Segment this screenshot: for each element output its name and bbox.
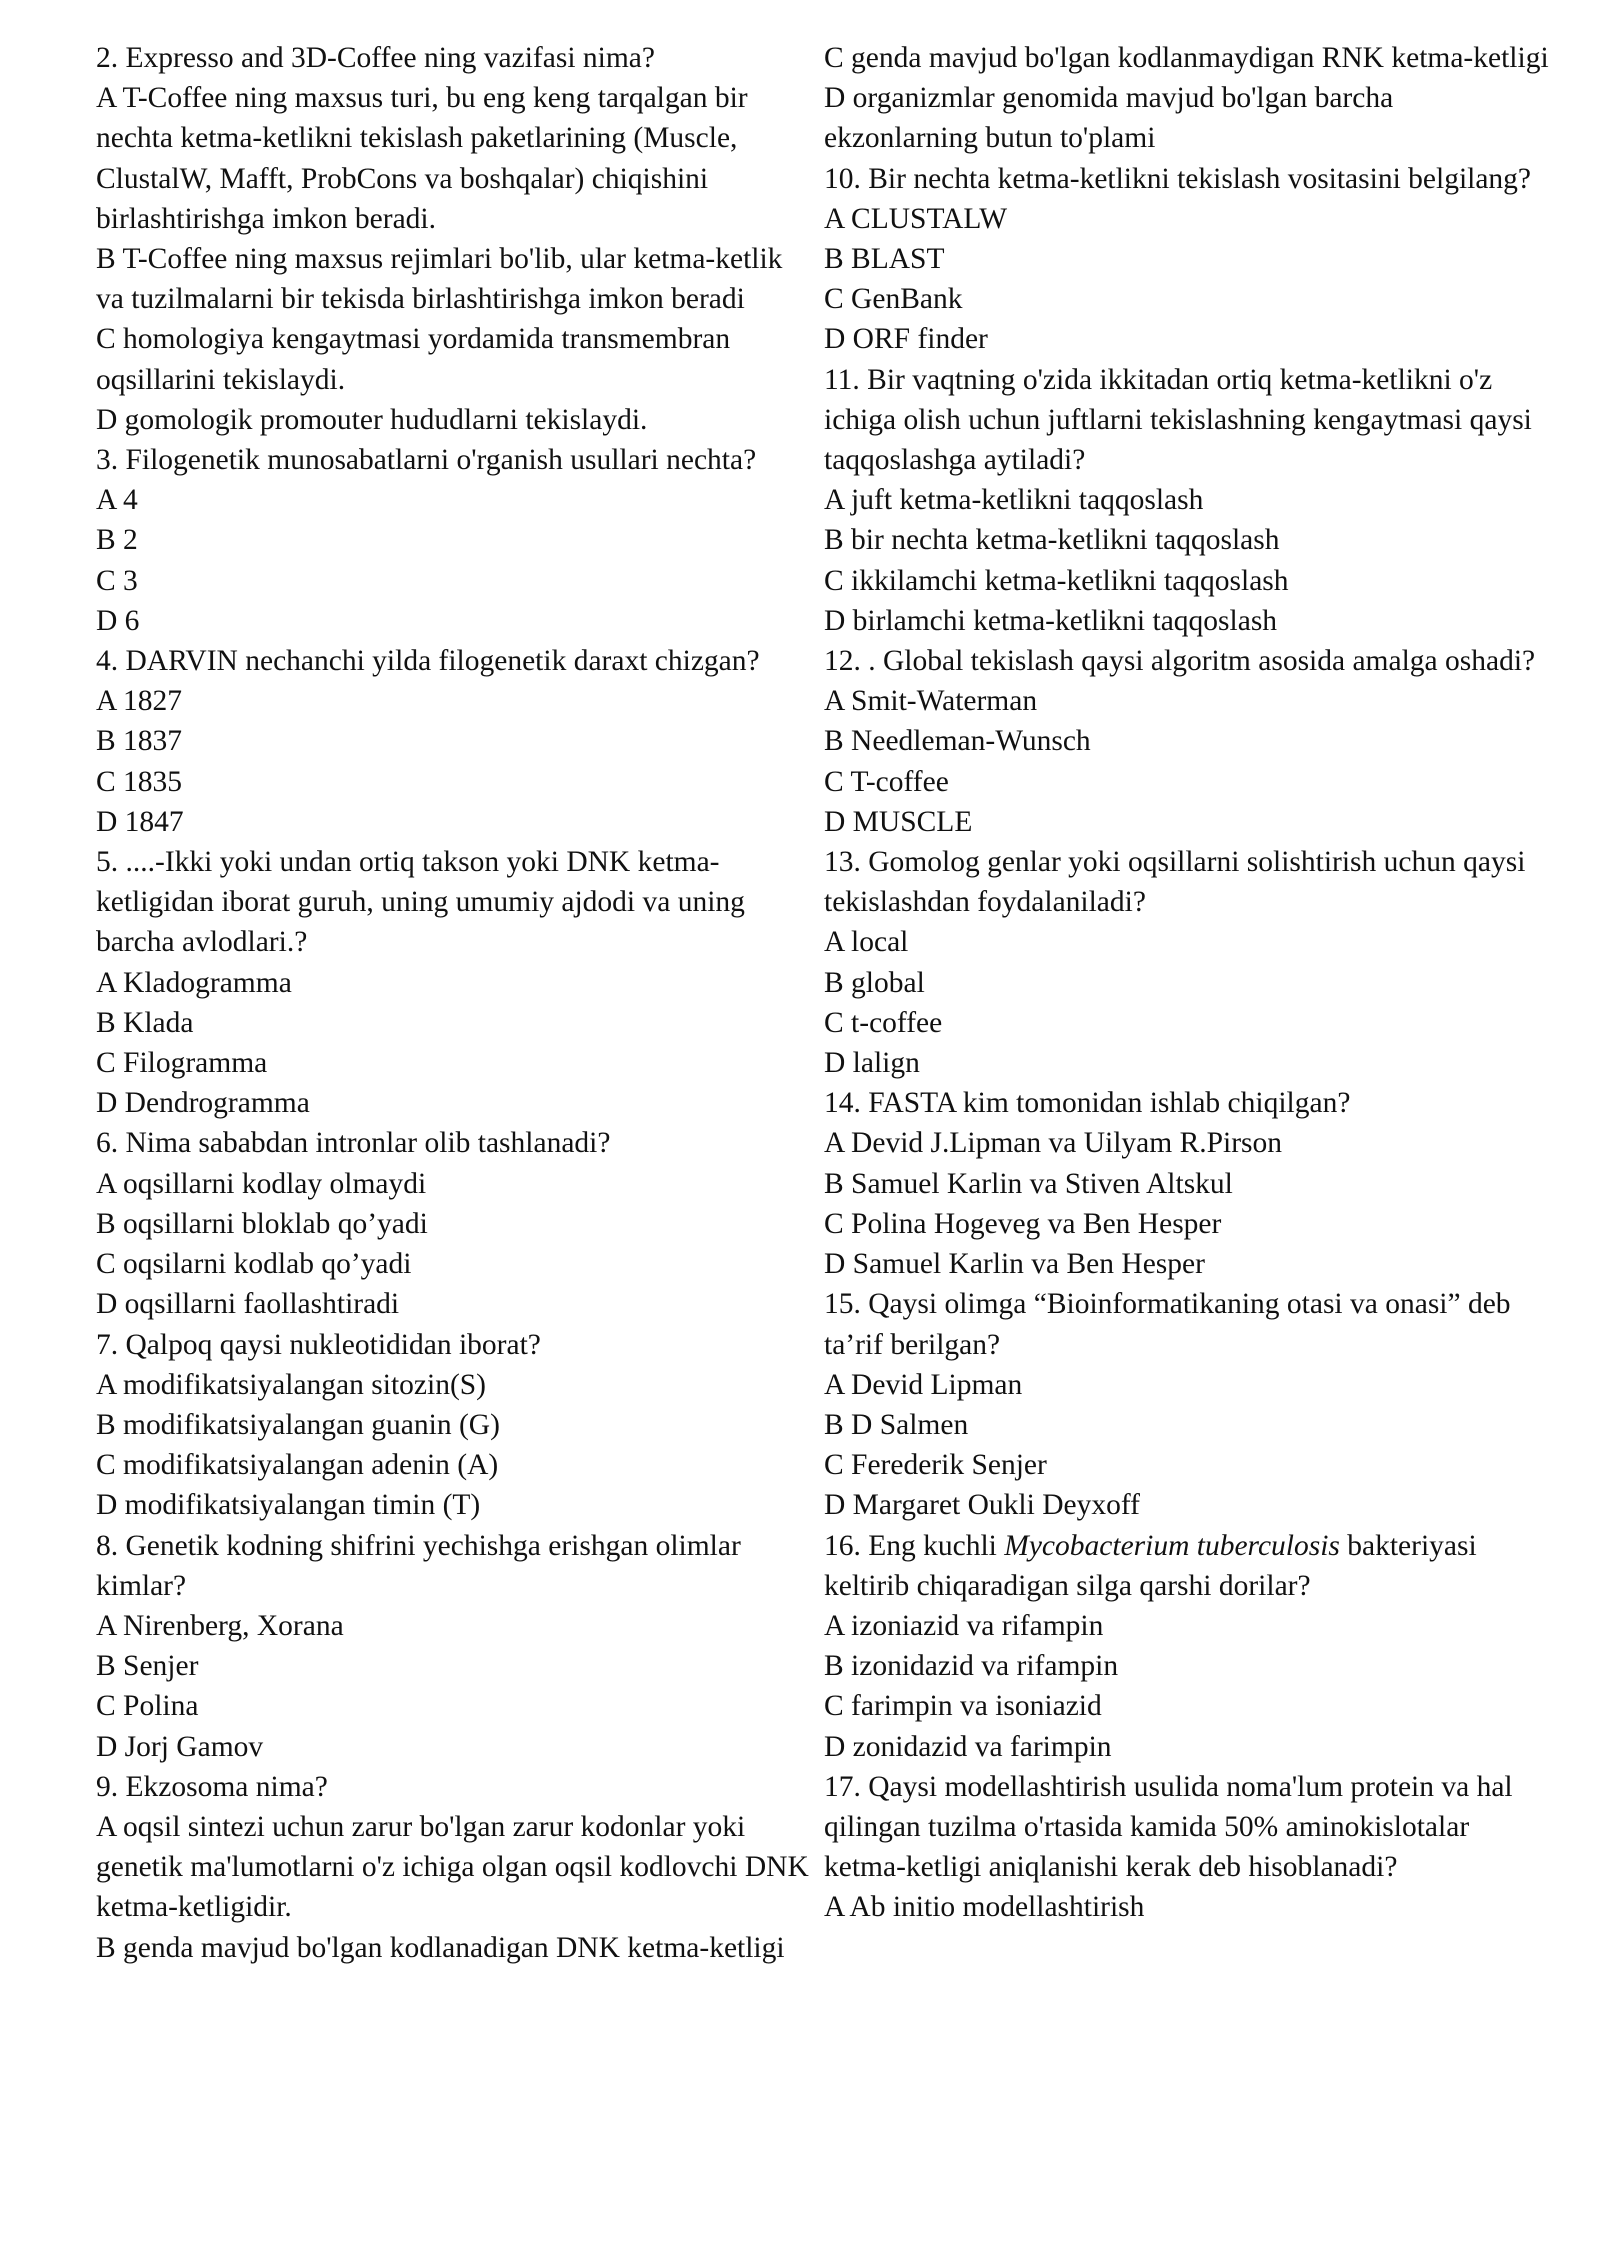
option-a: A izoniazid va rifampin bbox=[824, 1609, 1104, 1642]
question-text: 9. Ekzosoma nima? bbox=[96, 1770, 328, 1803]
question-text: 5. ....-Ikki yoki undan ortiq takson yoki DNK ketma-ketligidan iborat guruh, uning umumiy ajdodi va uning barcha avlodlari.? bbox=[96, 846, 745, 959]
option-a: A Nirenberg, Xorana bbox=[96, 1609, 344, 1642]
option-a: A local bbox=[824, 926, 909, 959]
question-16 bbox=[824, 1526, 1554, 1767]
option-d: D 6 bbox=[96, 604, 140, 637]
option-a: A modifikatsiyalangan sitozin(S) bbox=[96, 1368, 486, 1401]
option-c: C 1835 bbox=[96, 765, 183, 798]
option-b: B oqsillarni bloklab qo’yadi bbox=[96, 1207, 428, 1240]
question-10 bbox=[824, 159, 1554, 360]
option-a: A oqsillarni kodlay olmaydi bbox=[96, 1167, 427, 1200]
option-c: C oqsilarni kodlab qo’yadi bbox=[96, 1248, 412, 1281]
option-c: C Polina bbox=[96, 1690, 199, 1723]
option-b: B izonidazid va rifampin bbox=[824, 1650, 1119, 1683]
option-d: D ORF finder bbox=[824, 323, 988, 356]
option-a: A Devid J.Lipman va Uilyam R.Pirson bbox=[824, 1127, 1283, 1160]
option-c: C farimpin va isoniazid bbox=[824, 1690, 1102, 1723]
option-d: D 1847 bbox=[96, 805, 184, 838]
option-a: A Kladogramma bbox=[96, 966, 292, 999]
option-b: B modifikatsiyalangan guanin (G) bbox=[96, 1408, 500, 1441]
question-3 bbox=[96, 440, 816, 641]
question-text bbox=[824, 1526, 1554, 1606]
option-d: D MUSCLE bbox=[824, 805, 973, 838]
question-6 bbox=[96, 1123, 816, 1324]
option-a: A Smit-Waterman bbox=[824, 685, 1038, 718]
question-text: 3. Filogenetik munosabatlarni o'rganish usullari nechta? bbox=[96, 444, 757, 477]
question-17 bbox=[824, 1767, 1554, 1928]
option-d: D birlamchi ketma-ketlikni taqqoslash bbox=[824, 604, 1278, 637]
option-d: D Margaret Oukli Deyxoff bbox=[824, 1489, 1140, 1522]
option-c: C Polina Hogeveg va Ben Hesper bbox=[824, 1207, 1222, 1240]
question-8 bbox=[96, 1526, 816, 1767]
question-5 bbox=[96, 842, 816, 1123]
question-text: 4. DARVIN nechanchi yilda filogenetik daraxt chizgan? bbox=[96, 645, 760, 678]
question-14 bbox=[824, 1083, 1554, 1284]
question-text: 17. Qaysi modellashtirish usulida noma'lum protein va hal qilingan tuzilma o'rtasida kamida 50% aminokislotalar ketma-ketligi aniqlanishi kerak deb hisoblanadi? bbox=[824, 1770, 1513, 1884]
question-text: 6. Nima sababdan intronlar olib tashlanadi? bbox=[96, 1127, 611, 1160]
left-column bbox=[96, 38, 816, 1968]
option-a: A juft ketma-ketlikni taqqoslash bbox=[824, 484, 1204, 517]
question-text: 13. Gomolog genlar yoki oqsillarni solishtirish uchun qaysi tekislashdan foydalaniladi? bbox=[824, 846, 1526, 919]
option-b: B Samuel Karlin va Stiven Altskul bbox=[824, 1167, 1233, 1200]
option-b: B genda mavjud bo'lgan kodlanadigan DNK ketma-ketligi bbox=[96, 1931, 785, 1964]
question-text-part: 16. Eng kuchli bbox=[824, 1529, 1005, 1562]
option-c: C modifikatsiyalangan adenin (A) bbox=[96, 1449, 499, 1482]
question-12 bbox=[824, 641, 1554, 842]
option-c: C genda mavjud bo'lgan kodlanmaydigan RNK ketma-ketligi bbox=[824, 42, 1549, 74]
option-c: C Ferederik Senjer bbox=[824, 1449, 1047, 1482]
option-a: A CLUSTALW bbox=[824, 202, 1008, 235]
question-text: 12. . Global tekislash qaysi algoritm asosida amalga oshadi? bbox=[824, 645, 1536, 678]
option-d: D Samuel Karlin va Ben Hesper bbox=[824, 1248, 1205, 1281]
option-c: C homologiya kengaytmasi yordamida transmembran oqsillarini tekislaydi. bbox=[96, 323, 731, 396]
question-11 bbox=[824, 360, 1554, 641]
option-b: B global bbox=[824, 966, 925, 999]
option-a: A Devid Lipman bbox=[824, 1368, 1023, 1401]
option-d: D modifikatsiyalangan timin (T) bbox=[96, 1489, 481, 1522]
organism-name-italic: Mycobacterium tuberculosis bbox=[1004, 1529, 1340, 1562]
option-c: C GenBank bbox=[824, 283, 963, 316]
option-b: B BLAST bbox=[824, 243, 945, 276]
option-d: D oqsillarni faollashtiradi bbox=[96, 1288, 400, 1321]
question-text: 2. Expresso and 3D-Coffee ning vazifasi nima? bbox=[96, 42, 655, 74]
question-text: 14. FASTA kim tomonidan ishlab chiqilgan? bbox=[824, 1087, 1351, 1120]
question-13 bbox=[824, 842, 1554, 1083]
question-4 bbox=[96, 641, 816, 842]
option-b: B T-Coffee ning maxsus rejimlari bo'lib, ular ketma-ketlik va tuzilmalarni bir tekisda birlashtirishga imkon beradi bbox=[96, 243, 783, 316]
option-d: D Dendrogramma bbox=[96, 1087, 310, 1120]
question-text: 7. Qalpoq qaysi nukleotididan iborat? bbox=[96, 1328, 541, 1361]
question-9 bbox=[96, 1767, 816, 1968]
option-d: D zonidazid va farimpin bbox=[824, 1730, 1112, 1763]
option-b: B Senjer bbox=[96, 1650, 199, 1683]
option-d: D Jorj Gamov bbox=[96, 1730, 264, 1763]
question-7 bbox=[96, 1325, 816, 1526]
option-d: D organizmlar genomida mavjud bo'lgan barcha ekzonlarning butun to'plami bbox=[824, 82, 1394, 155]
option-a: A 4 bbox=[96, 484, 138, 517]
question-text: 15. Qaysi olimga “Bioinformatikaning otasi va onasi” deb ta’rif berilgan? bbox=[824, 1288, 1511, 1361]
option-b: B 2 bbox=[96, 524, 138, 557]
option-c: C t-coffee bbox=[824, 1006, 943, 1039]
question-text: 8. Genetik kodning shifrini yechishga erishgan olimlar kimlar? bbox=[96, 1529, 741, 1602]
option-a: A T-Coffee ning maxsus turi, bu eng keng tarqalgan bir nechta ketma-ketlikni tekislash paketlarining (Muscle, ClustalW, Mafft, ProbCons va boshqalar) chiqishini birlashtirishga imkon beradi. bbox=[96, 82, 748, 235]
option-b: B 1837 bbox=[96, 725, 183, 758]
option-a: A oqsil sintezi uchun zarur bo'lgan zarur kodonlar yoki genetik ma'lumotlarni o'z ichiga olgan oqsil kodlovchi DNK ketma-ketligidir. bbox=[96, 1810, 809, 1924]
option-c: C T-coffee bbox=[824, 765, 949, 798]
question-text: 10. Bir nechta ketma-ketlikni tekislash vositasini belgilang? bbox=[824, 162, 1532, 195]
option-d: D lalign bbox=[824, 1047, 920, 1080]
option-c: C ikkilamchi ketma-ketlikni taqqoslash bbox=[824, 564, 1289, 597]
option-a: A Ab initio modellashtirish bbox=[824, 1891, 1145, 1924]
option-b: B Needleman-Wunsch bbox=[824, 725, 1091, 758]
option-c: C Filogramma bbox=[96, 1047, 268, 1080]
question-text-part: bakteriyasi keltirib chiqaradigan silga qarshi dorilar? bbox=[824, 1529, 1477, 1602]
question-15 bbox=[824, 1284, 1554, 1525]
option-b: B Klada bbox=[96, 1006, 194, 1039]
right-column bbox=[824, 38, 1554, 1928]
option-d: D gomologik promouter hududlarni tekislaydi. bbox=[96, 403, 648, 436]
option-a: A 1827 bbox=[96, 685, 183, 718]
question-text: 11. Bir vaqtning o'zida ikkitadan ortiq ketma-ketlikni o'z ichiga olish uchun juftlarni tekislashning kengaytmasi qaysi taqqoslashga aytiladi? bbox=[824, 363, 1532, 477]
option-c: C 3 bbox=[96, 564, 138, 597]
question-2 bbox=[96, 38, 816, 440]
option-b: B D Salmen bbox=[824, 1408, 969, 1441]
option-b: B bir nechta ketma-ketlikni taqqoslash bbox=[824, 524, 1280, 557]
question-9-continued bbox=[824, 38, 1554, 159]
